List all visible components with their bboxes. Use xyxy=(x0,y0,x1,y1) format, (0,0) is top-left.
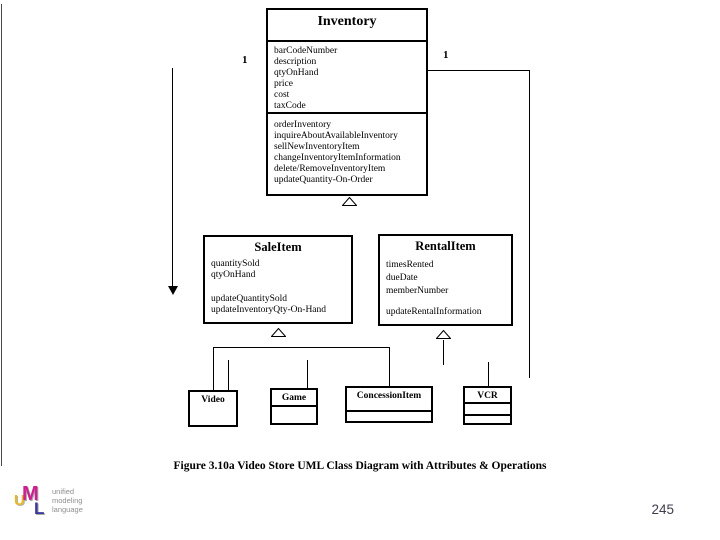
multiplicity-right: 1 xyxy=(443,49,449,61)
attribute: dueDate xyxy=(386,273,418,283)
class-vcr xyxy=(463,386,512,425)
uml-logo-text-line: modeling xyxy=(52,496,83,505)
attribute: price xyxy=(274,79,293,89)
operation: updateQuantitySold xyxy=(211,294,287,304)
operation: delete/RemoveInventoryItem xyxy=(274,164,386,174)
operation: updateInventoryQty-On-Hand xyxy=(211,305,327,315)
attributes-compartment xyxy=(380,254,511,298)
association-line-left xyxy=(172,68,173,287)
class-game xyxy=(270,388,318,425)
uml-logo-text-line: unified xyxy=(52,487,75,496)
attribute: timesRented xyxy=(386,260,434,270)
arrowhead-down-icon xyxy=(168,286,178,295)
compartment-separator xyxy=(272,405,316,407)
uml-logo xyxy=(10,480,130,530)
operation: inquireAboutAvailableInventory xyxy=(274,131,398,141)
attributes-compartment xyxy=(268,42,426,114)
class-title: Game xyxy=(281,393,307,403)
uml-logo-letter-l: L xyxy=(34,499,45,518)
compartment-separator xyxy=(465,414,510,416)
operations-compartment xyxy=(268,114,426,186)
operations-compartment xyxy=(380,298,511,318)
stub-line-rental-triangle xyxy=(443,340,444,365)
class-title: SaleItem xyxy=(254,240,302,254)
uml-logo-letter-u: U xyxy=(14,492,25,509)
compartment-separator xyxy=(347,410,431,412)
generalization-triangle-inventory xyxy=(342,197,357,206)
operation: updateRentalInformation xyxy=(386,307,482,317)
slide-edge-line xyxy=(1,4,2,466)
generalization-bracket-right-drop xyxy=(389,347,390,387)
uml-logo-text-line: language xyxy=(52,505,83,514)
association-line-right-horizontal xyxy=(428,70,530,71)
multiplicity-left: 1 xyxy=(242,54,248,66)
operation: orderInventory xyxy=(274,120,331,130)
figure-caption: Figure 3.10a Video Store UML Class Diagram with Attributes & Operations xyxy=(173,460,547,472)
class-inventory xyxy=(266,8,428,196)
stub-line-video xyxy=(228,360,229,390)
class-rentalitem xyxy=(378,234,513,326)
uml-logo-text xyxy=(52,487,83,514)
class-title: RentalItem xyxy=(415,239,476,253)
class-title: ConcessionItem xyxy=(356,391,422,401)
generalization-triangle-rentalitem xyxy=(436,330,451,339)
attribute: quantitySold xyxy=(211,259,260,269)
attribute: memberNumber xyxy=(386,286,449,296)
generalization-triangle-saleitem xyxy=(271,328,286,337)
compartment-separator xyxy=(465,402,510,404)
class-concessionitem xyxy=(345,386,433,423)
class-title: VCR xyxy=(477,391,498,401)
operation: changeInventoryItemInformation xyxy=(274,153,401,163)
attribute: taxCode xyxy=(274,101,306,111)
association-line-right-vertical xyxy=(529,70,530,378)
class-saleitem xyxy=(203,235,353,324)
uml-logo-letter-m: M xyxy=(22,483,39,505)
attribute: cost xyxy=(274,90,290,100)
generalization-bracket-horizontal xyxy=(213,347,390,348)
class-title: Inventory xyxy=(268,10,426,42)
stub-line-vcr xyxy=(488,362,489,387)
attribute: barCodeNumber xyxy=(274,46,338,56)
class-video xyxy=(188,390,238,427)
attributes-compartment xyxy=(205,255,351,281)
operations-compartment xyxy=(205,281,351,316)
operation: sellNewInventoryItem xyxy=(274,142,360,152)
attribute: qtyOnHand xyxy=(274,68,319,78)
class-title: Video xyxy=(201,395,225,405)
stub-line-game xyxy=(307,360,308,388)
generalization-bracket-left-drop xyxy=(213,347,214,390)
attribute: description xyxy=(274,57,317,67)
page-number: 245 xyxy=(651,502,674,517)
attribute: qtyOnHand xyxy=(211,270,256,280)
operation: updateQuantity-On-Order xyxy=(274,175,373,185)
